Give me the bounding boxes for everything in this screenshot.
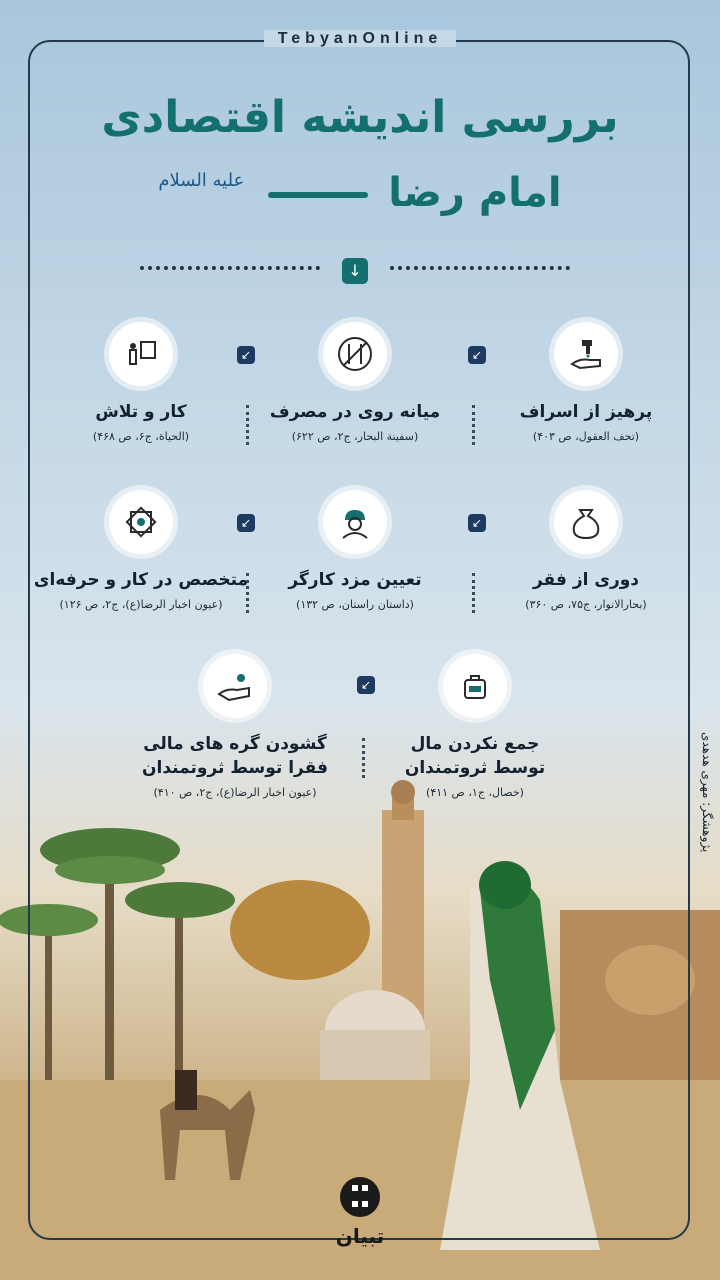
separator-dots — [472, 573, 475, 613]
item-name: کار و تلاش — [95, 402, 187, 422]
item-name: جمع نکردن مال توسط ثروتمندان — [404, 734, 546, 778]
title-bar — [268, 192, 368, 198]
list-item — [26, 490, 256, 611]
item-source: (تحف العقول، ص ۴۰۳) — [532, 430, 640, 443]
worker-helmet-icon — [323, 490, 387, 554]
tebyan-logo-icon — [330, 1175, 390, 1219]
page-title-line1: بررسی اندیشه اقتصادی — [101, 92, 619, 143]
item-name: میانه روی در مصرف — [269, 402, 441, 422]
list-item — [240, 490, 470, 611]
wallet-coins-icon — [443, 654, 507, 718]
content-frame — [28, 40, 690, 1240]
item-source: (الحیاة، ج۶، ص ۴۶۸) — [92, 430, 190, 443]
item-source: (عیون اخبار الرضا(ع)، ج۲، ص ۱۲۶) — [59, 598, 223, 611]
arrow-icon: ↙ — [237, 346, 255, 364]
brand-name: TebyanOnline — [264, 30, 457, 47]
divider-dots-left — [140, 266, 320, 270]
honorific-calligraphy: علیه السلام — [158, 170, 245, 191]
item-source: (بحارالانوار، ج۷۵، ص ۳۶۰) — [525, 598, 647, 611]
item-name: تعیین مزد کارگر — [288, 570, 422, 590]
money-bag-icon — [554, 490, 618, 554]
arrow-icon: ↙ — [468, 346, 486, 364]
gear-star-icon — [109, 490, 173, 554]
list-item — [360, 654, 590, 799]
separator-dots — [246, 405, 249, 445]
arrow-icon: ↙ — [357, 676, 375, 694]
arrow-icon: ↙ — [468, 514, 486, 532]
item-source: (خصال، ج۱، ص ۴۱۱) — [426, 786, 524, 799]
item-name: متخصص در کار و حرفه‌ای — [33, 570, 249, 590]
down-arrow-icon: ↓ — [342, 258, 368, 284]
list-item — [471, 322, 701, 443]
list-item — [26, 322, 256, 443]
list-item — [120, 654, 350, 799]
item-source: (سفینة البحار، ج۲، ص ۶۲۲) — [291, 430, 419, 443]
brand-header — [0, 28, 720, 48]
separator-dots — [246, 573, 249, 613]
page-title-line2 — [0, 170, 720, 216]
separator-dots — [472, 405, 475, 445]
separator-dots — [362, 738, 365, 778]
title-name: امام رضا — [388, 170, 562, 216]
brand-logo-bottom — [320, 1175, 400, 1248]
hand-coins-icon — [203, 654, 267, 718]
item-source: (عیون اخبار الرضا(ع)، ج۲، ص ۴۱۰) — [153, 786, 317, 799]
list-item — [471, 490, 701, 611]
list-item — [240, 322, 470, 443]
item-name: گشودن گره های مالی فقرا توسط ثروتمندان — [142, 734, 328, 778]
faucet-hand-icon — [554, 322, 618, 386]
fork-knife-icon — [323, 322, 387, 386]
item-source: (داستان راستان، ص ۱۳۲) — [296, 598, 414, 611]
researcher-credit: پژوهشگر: مهری هدهدی — [700, 732, 714, 853]
worker-board-icon — [109, 322, 173, 386]
arrow-icon: ↙ — [237, 514, 255, 532]
bottom-logo-text: تبیان — [335, 1224, 385, 1248]
item-name: دوری از فقر — [532, 570, 640, 590]
divider-dots-right — [390, 266, 570, 270]
item-name: پرهیز از اسراف — [519, 402, 653, 422]
